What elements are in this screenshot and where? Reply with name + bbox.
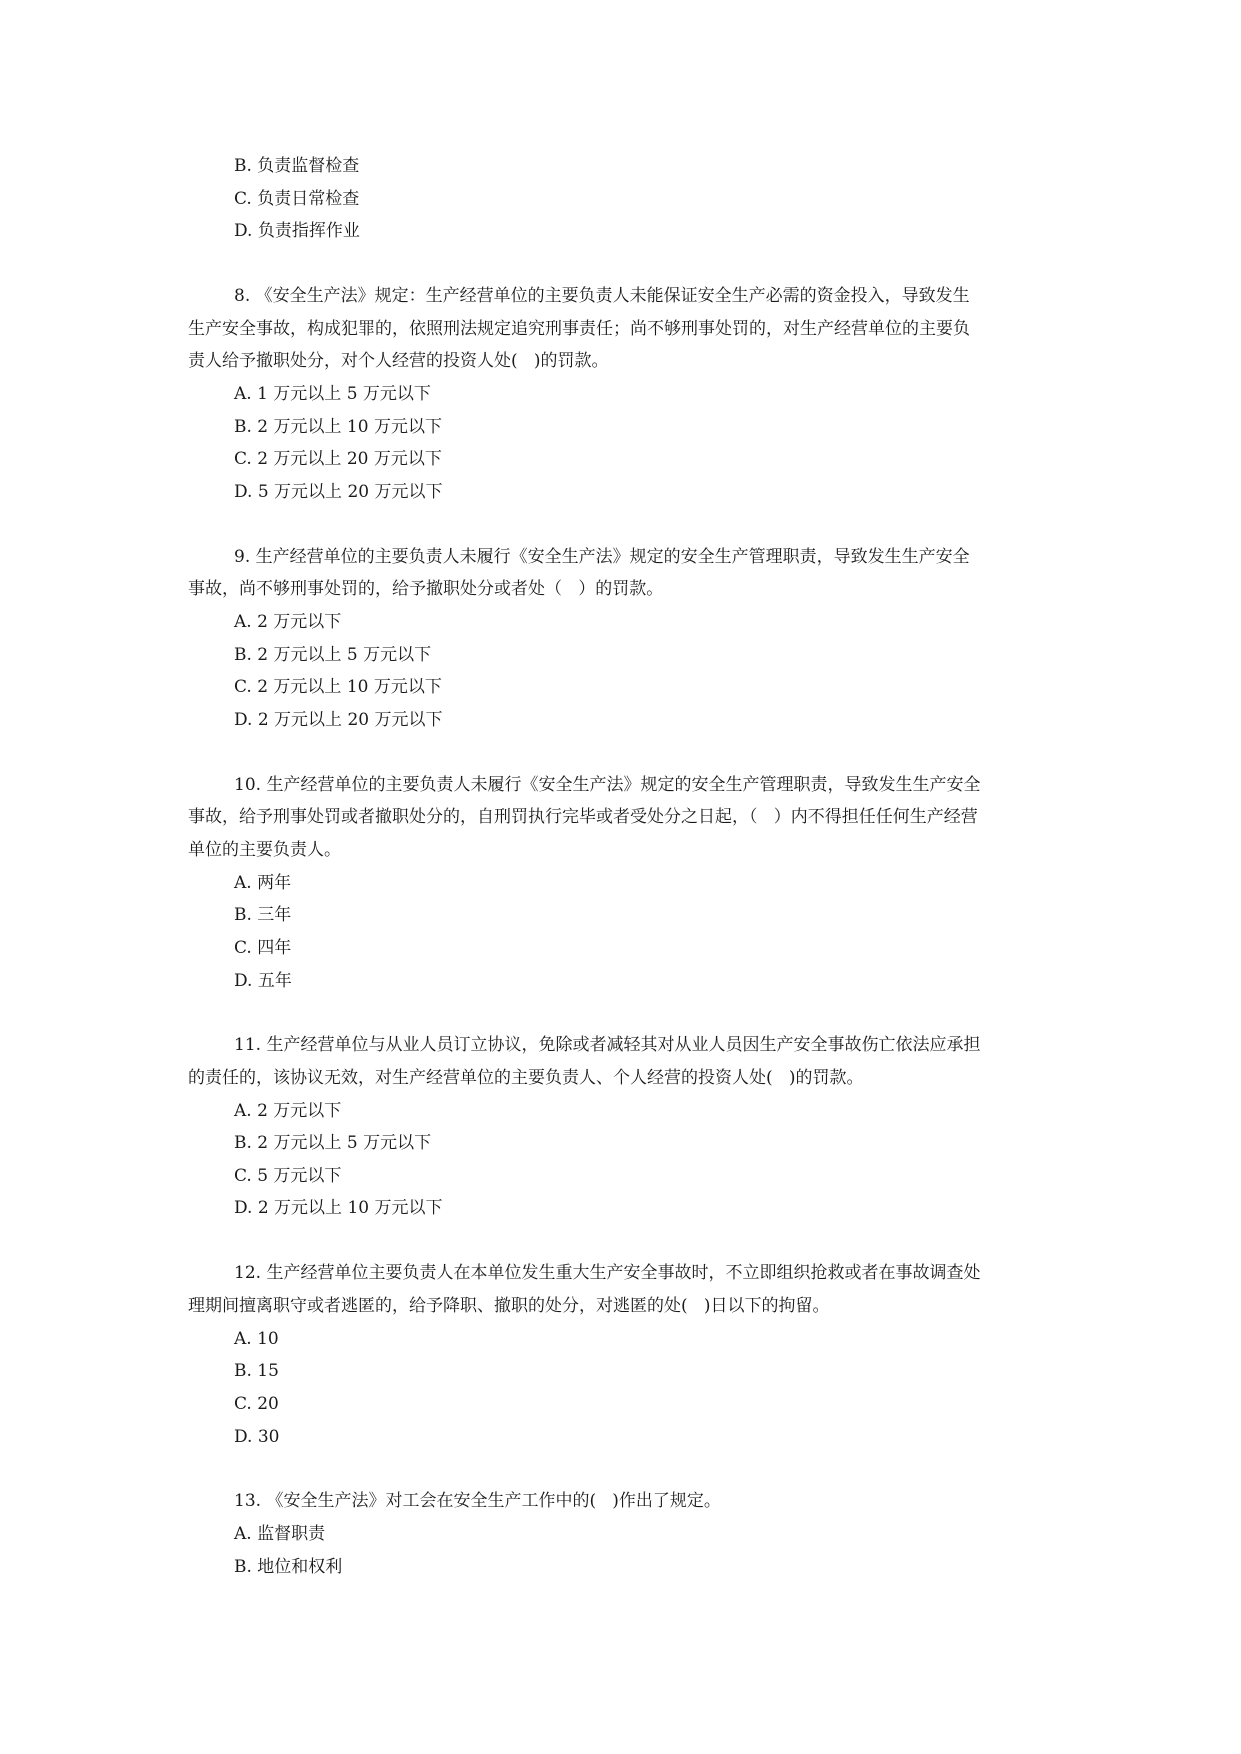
option-text: D. 30 xyxy=(234,1427,280,1447)
question-stem-line: 的责任的，该协议无效，对生产经营单位的主要负责人、个人经营的投资人处( )的罚款。 xyxy=(188,1068,864,1088)
question-stem-line: 生产安全事故，构成犯罪的，依照刑法规定追究刑事责任；尚不够刑事处罚的，对生产经营单位的主要负 xyxy=(188,319,970,339)
option-text: B. 负责监督检查 xyxy=(234,156,360,176)
option-text: B. 地位和权利 xyxy=(234,1557,343,1577)
option-text: D. 2 万元以上 10 万元以下 xyxy=(234,1198,443,1218)
option-text: D. 负责指挥作业 xyxy=(234,221,360,241)
option-text: A. 监督职责 xyxy=(234,1524,326,1544)
question-stem-line: 责人给予撤职处分，对个人经营的投资人处( )的罚款。 xyxy=(188,351,609,371)
question-stem-line: 8. 《安全生产法》规定：生产经营单位的主要负责人未能保证安全生产必需的资金投入，导致发生 xyxy=(234,286,970,306)
option-text: B. 15 xyxy=(234,1361,279,1381)
question-stem-line: 11. 生产经营单位与从业人员订立协议，免除或者减轻其对从业人员因生产安全事故伤亡依法应承担 xyxy=(234,1035,981,1055)
option-text: A. 1 万元以上 5 万元以下 xyxy=(234,384,431,404)
question-stem-line: 12. 生产经营单位主要负责人在本单位发生重大生产安全事故时，不立即组织抢救或者在事故调查处 xyxy=(234,1263,981,1283)
option-text: C. 负责日常检查 xyxy=(234,189,360,209)
question-stem-line: 9. 生产经营单位的主要负责人未履行《安全生产法》规定的安全生产管理职责，导致发生生产安全 xyxy=(234,547,970,567)
option-text: C. 20 xyxy=(234,1394,279,1414)
option-text: A. 10 xyxy=(234,1329,279,1349)
question-stem-line: 单位的主要负责人。 xyxy=(188,840,341,860)
option-text: C. 5 万元以下 xyxy=(234,1166,342,1186)
option-text: A. 两年 xyxy=(234,873,292,893)
option-text: C. 2 万元以上 10 万元以下 xyxy=(234,677,442,697)
option-text: B. 三年 xyxy=(234,905,292,925)
option-text: D. 2 万元以上 20 万元以下 xyxy=(234,710,443,730)
option-text: D. 5 万元以上 20 万元以下 xyxy=(234,482,443,502)
option-text: B. 2 万元以上 10 万元以下 xyxy=(234,417,442,437)
option-text: C. 2 万元以上 20 万元以下 xyxy=(234,449,442,469)
question-stem-line: 13. 《安全生产法》对工会在安全生产工作中的( )作出了规定。 xyxy=(234,1491,721,1511)
question-stem-line: 事故，给予刑事处罚或者撤职处分的，自刑罚执行完毕或者受处分之日起，（ ）内不得担任任何生产经营 xyxy=(188,807,978,827)
option-text: D. 五年 xyxy=(234,971,292,991)
question-stem-line: 理期间擅离职守或者逃匿的，给予降职、撤职的处分，对逃匿的处( )日以下的拘留。 xyxy=(188,1296,830,1316)
option-text: C. 四年 xyxy=(234,938,292,958)
question-stem-line: 事故，尚不够刑事处罚的，给予撤职处分或者处（ ）的罚款。 xyxy=(188,579,664,599)
option-text: A. 2 万元以下 xyxy=(234,612,342,632)
option-text: A. 2 万元以下 xyxy=(234,1101,342,1121)
option-text: B. 2 万元以上 5 万元以下 xyxy=(234,645,432,665)
option-text: B. 2 万元以上 5 万元以下 xyxy=(234,1133,432,1153)
question-stem-line: 10. 生产经营单位的主要负责人未履行《安全生产法》规定的安全生产管理职责，导致发生生产安全 xyxy=(234,775,981,795)
